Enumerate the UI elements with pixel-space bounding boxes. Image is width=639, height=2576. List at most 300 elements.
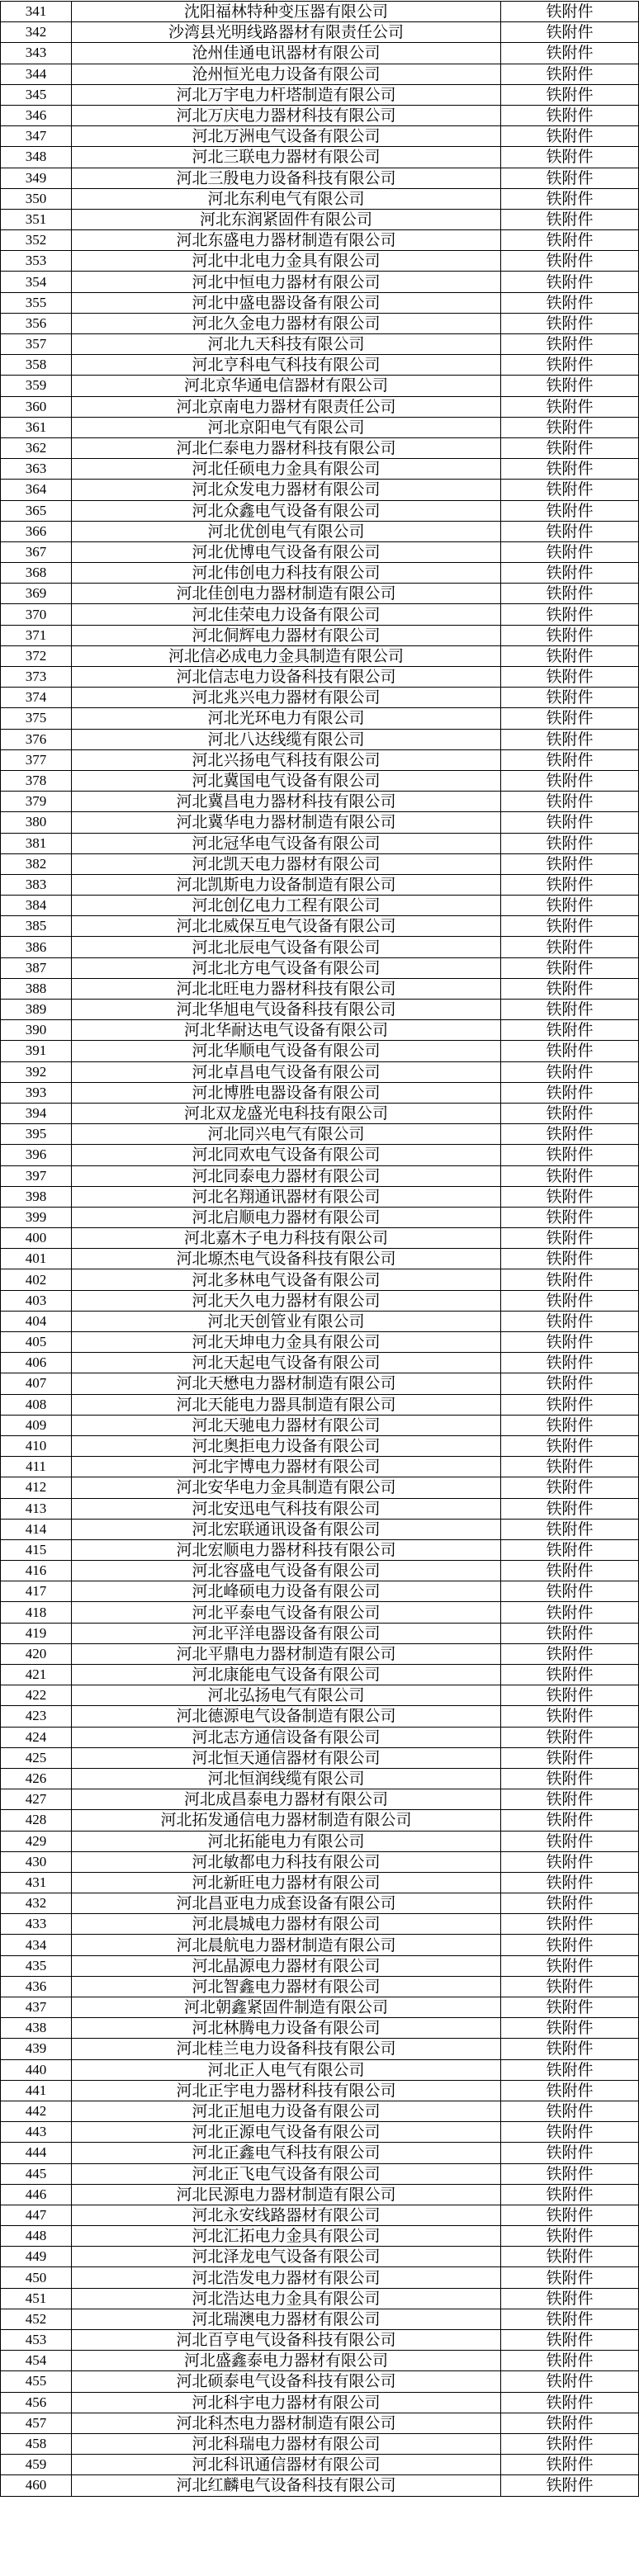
table-row [1,396,639,417]
row-number-cell: 453 [1,2330,72,2351]
category-cell: 铁附件 [501,2475,639,2496]
company-name-cell: 河北天驰电力器材有限公司 [72,1415,501,1435]
category-cell: 铁附件 [501,147,639,168]
table-row [1,334,639,355]
company-name-cell: 河北宏顺电力器材科技有限公司 [72,1539,501,1560]
company-name-cell: 河北硕泰电气设备科技有限公司 [72,2371,501,2392]
row-number-cell: 427 [1,1789,72,1810]
row-number-cell: 411 [1,1457,72,1477]
row-number-cell: 347 [1,126,72,147]
category-cell: 铁附件 [501,459,639,480]
company-name-cell: 河北拓发通信电力器材制造有限公司 [72,1810,501,1831]
row-number-cell: 380 [1,812,72,833]
category-cell: 铁附件 [501,437,639,458]
category-cell: 铁附件 [501,396,639,417]
row-number-cell: 454 [1,2351,72,2371]
company-name-cell: 河北仁泰电力器材科技有限公司 [72,437,501,458]
company-name-cell: 河北北方电气设备有限公司 [72,957,501,978]
table-row [1,584,639,604]
table-row [1,667,639,688]
company-name-cell: 河北正飞电气设备有限公司 [72,2163,501,2184]
category-cell: 铁附件 [501,43,639,64]
table-row [1,1539,639,1560]
row-number-cell: 390 [1,1020,72,1041]
category-cell: 铁附件 [501,688,639,708]
category-cell: 铁附件 [501,937,639,957]
category-cell: 铁附件 [501,625,639,645]
table-row [1,188,639,209]
row-number-cell: 357 [1,334,72,355]
category-cell: 铁附件 [501,645,639,666]
table-row [1,1581,639,1602]
company-name-cell: 河北万洲电气设备有限公司 [72,126,501,147]
category-cell: 铁附件 [501,749,639,770]
row-number-cell: 425 [1,1747,72,1768]
table-row [1,1228,639,1249]
table-row [1,1249,639,1269]
row-number-cell: 447 [1,2205,72,2225]
row-number-cell: 350 [1,188,72,209]
category-cell: 铁附件 [501,251,639,272]
category-cell: 铁附件 [501,1810,639,1831]
row-number-cell: 415 [1,1539,72,1560]
row-number-cell: 459 [1,2455,72,2475]
row-number-cell: 385 [1,916,72,937]
company-name-cell: 河北京阳电气有限公司 [72,417,501,437]
table-row [1,126,639,147]
category-cell: 铁附件 [501,2371,639,2392]
category-cell: 铁附件 [501,2018,639,2039]
category-cell: 铁附件 [501,2288,639,2309]
row-number-cell: 450 [1,2267,72,2288]
company-name-cell: 河北科宇电力器材有限公司 [72,2392,501,2413]
company-name-cell: 河北创亿电力工程有限公司 [72,896,501,916]
row-number-cell: 428 [1,1810,72,1831]
table-row [1,896,639,916]
row-number-cell: 421 [1,1665,72,1685]
company-name-cell: 河北东盛电力器材制造有限公司 [72,230,501,251]
category-cell: 铁附件 [501,1041,639,1061]
company-name-cell: 河北冀国电气设备有限公司 [72,770,501,791]
company-name-cell: 河北多林电气设备有限公司 [72,1269,501,1290]
company-name-cell: 河北久金电力器材有限公司 [72,313,501,333]
row-number-cell: 413 [1,1498,72,1519]
table-row [1,1976,639,1997]
category-cell: 铁附件 [501,1935,639,1955]
table-row [1,1831,639,1851]
category-cell: 铁附件 [501,1373,639,1394]
row-number-cell: 433 [1,1914,72,1935]
company-name-cell: 河北优创电气有限公司 [72,521,501,541]
row-number-cell: 361 [1,417,72,437]
table-row [1,1810,639,1831]
company-name-cell: 河北同泰电力器材有限公司 [72,1165,501,1186]
company-name-cell: 河北天久电力器材有限公司 [72,1290,501,1311]
table-row [1,1519,639,1539]
company-name-cell: 河北德源电气设备制造有限公司 [72,1706,501,1727]
category-cell: 铁附件 [501,1914,639,1935]
category-cell: 铁附件 [501,292,639,313]
table-row [1,937,639,957]
company-name-cell: 河北恒天通信器材有限公司 [72,1747,501,1768]
table-row [1,209,639,229]
row-number-cell: 404 [1,1311,72,1331]
category-cell: 铁附件 [501,1415,639,1435]
row-number-cell: 434 [1,1935,72,1955]
row-number-cell: 343 [1,43,72,64]
table-row [1,2143,639,2163]
row-number-cell: 378 [1,770,72,791]
table-row [1,1041,639,1061]
category-cell: 铁附件 [501,2205,639,2225]
row-number-cell: 401 [1,1249,72,1269]
row-number-cell: 420 [1,1643,72,1664]
supplier-table [0,1,639,2497]
category-cell: 铁附件 [501,874,639,895]
table-row [1,417,639,437]
company-name-cell: 河北汇拓电力金具有限公司 [72,2226,501,2247]
category-cell: 铁附件 [501,1539,639,1560]
company-name-cell: 河北正宇电力器材科技有限公司 [72,2080,501,2101]
category-cell: 铁附件 [501,355,639,376]
table-row [1,541,639,562]
company-name-cell: 河北信志电力设备科技有限公司 [72,667,501,688]
category-cell: 铁附件 [501,230,639,251]
row-number-cell: 442 [1,2101,72,2121]
category-cell: 铁附件 [501,1665,639,1685]
row-number-cell: 429 [1,1831,72,1851]
category-cell: 铁附件 [501,521,639,541]
row-number-cell: 382 [1,853,72,874]
company-name-cell: 河北佳荣电力设备有限公司 [72,604,501,625]
table-row [1,708,639,729]
row-number-cell: 355 [1,292,72,313]
company-name-cell: 河北中盛电器设备有限公司 [72,292,501,313]
row-number-cell: 457 [1,2413,72,2433]
table-row [1,1561,639,1581]
table-row [1,2247,639,2267]
row-number-cell: 446 [1,2184,72,2205]
table-row [1,1643,639,1664]
company-name-cell: 河北浩发电力器材有限公司 [72,2267,501,2288]
table-row [1,1498,639,1519]
company-name-cell: 沧州恒光电力设备有限公司 [72,64,501,84]
table-row [1,22,639,43]
company-name-cell: 河北桂兰电力设备科技有限公司 [72,2039,501,2059]
table-row [1,688,639,708]
category-cell: 铁附件 [501,417,639,437]
table-row [1,1145,639,1165]
row-number-cell: 410 [1,1435,72,1456]
company-name-cell: 河北晨航电力器材制造有限公司 [72,1935,501,1955]
company-name-cell: 河北九天科技有限公司 [72,334,501,355]
table-row [1,1851,639,1872]
row-number-cell: 424 [1,1727,72,1747]
company-name-cell: 河北奥拒电力设备有限公司 [72,1435,501,1456]
table-row [1,2475,639,2496]
table-row [1,625,639,645]
company-name-cell: 河北中恒电力器材有限公司 [72,272,501,292]
table-row [1,645,639,666]
company-name-cell: 河北盛鑫泰电力器材有限公司 [72,2351,501,2371]
table-row [1,1955,639,1976]
row-number-cell: 407 [1,1373,72,1394]
category-cell: 铁附件 [501,853,639,874]
row-number-cell: 419 [1,1623,72,1643]
row-number-cell: 455 [1,2371,72,2392]
company-name-cell: 河北平洋电器设备有限公司 [72,1623,501,1643]
supplier-table-body [1,2,639,2497]
category-cell: 铁附件 [501,2413,639,2433]
row-number-cell: 376 [1,729,72,749]
company-name-cell: 河北兆兴电力器材有限公司 [72,688,501,708]
row-number-cell: 405 [1,1332,72,1353]
row-number-cell: 384 [1,896,72,916]
category-cell: 铁附件 [501,1872,639,1893]
company-name-cell: 河北拓能电力有限公司 [72,1831,501,1851]
company-name-cell: 河北北旺电力器材科技有限公司 [72,978,501,999]
category-cell: 铁附件 [501,770,639,791]
category-cell: 铁附件 [501,1124,639,1145]
category-cell: 铁附件 [501,584,639,604]
row-number-cell: 423 [1,1706,72,1727]
category-cell: 铁附件 [501,188,639,209]
table-row [1,1685,639,1706]
row-number-cell: 383 [1,874,72,895]
company-name-cell: 沙湾县光明线路器材有限责任公司 [72,22,501,43]
row-number-cell: 399 [1,1207,72,1227]
company-name-cell: 河北恒润线缆有限公司 [72,1768,501,1789]
table-row [1,459,639,480]
row-number-cell: 356 [1,313,72,333]
category-cell: 铁附件 [501,1311,639,1331]
category-cell: 铁附件 [501,1061,639,1082]
company-name-cell: 河北永安线路器材有限公司 [72,2205,501,2225]
category-cell: 铁附件 [501,1103,639,1123]
category-cell: 铁附件 [501,22,639,43]
category-cell: 铁附件 [501,1997,639,2018]
row-number-cell: 458 [1,2433,72,2454]
category-cell: 铁附件 [501,84,639,105]
category-cell: 铁附件 [501,376,639,396]
company-name-cell: 河北昌亚电力成套设备有限公司 [72,1893,501,1914]
category-cell: 铁附件 [501,1145,639,1165]
category-cell: 铁附件 [501,2163,639,2184]
category-cell: 铁附件 [501,1020,639,1041]
table-row [1,833,639,853]
row-number-cell: 365 [1,500,72,521]
category-cell: 铁附件 [501,2122,639,2143]
table-row [1,2392,639,2413]
table-row [1,874,639,895]
company-name-cell: 河北天起电气设备有限公司 [72,1353,501,1373]
category-cell: 铁附件 [501,2351,639,2371]
company-name-cell: 河北凯斯电力设备制造有限公司 [72,874,501,895]
category-cell: 铁附件 [501,334,639,355]
table-row [1,147,639,168]
company-name-cell: 河北启顺电力器材有限公司 [72,1207,501,1227]
company-name-cell: 河北东润紧固件有限公司 [72,209,501,229]
row-number-cell: 377 [1,749,72,770]
row-number-cell: 379 [1,792,72,812]
category-cell: 铁附件 [501,2143,639,2163]
row-number-cell: 418 [1,1602,72,1623]
row-number-cell: 426 [1,1768,72,1789]
company-name-cell: 河北京南电力器材有限责任公司 [72,396,501,417]
row-number-cell: 386 [1,937,72,957]
table-row [1,1082,639,1103]
table-row [1,1768,639,1789]
table-row [1,2226,639,2247]
table-row [1,1623,639,1643]
category-cell: 铁附件 [501,1747,639,1768]
table-row [1,1020,639,1041]
company-name-cell: 河北朝鑫紧固件制造有限公司 [72,1997,501,2018]
table-row [1,1935,639,1955]
category-cell: 铁附件 [501,1249,639,1269]
company-name-cell: 沈阳福林特种变压器有限公司 [72,2,501,22]
table-row [1,770,639,791]
category-cell: 铁附件 [501,1394,639,1415]
category-cell: 铁附件 [501,2309,639,2329]
table-row [1,105,639,125]
table-row [1,1124,639,1145]
company-name-cell: 河北晶源电力器材有限公司 [72,1955,501,1976]
table-row [1,1872,639,1893]
company-name-cell: 河北京华通电信器材有限公司 [72,376,501,396]
company-name-cell: 河北安华电力金具制造有限公司 [72,1477,501,1498]
row-number-cell: 375 [1,708,72,729]
category-cell: 铁附件 [501,1435,639,1456]
category-cell: 铁附件 [501,541,639,562]
row-number-cell: 362 [1,437,72,458]
category-cell: 铁附件 [501,792,639,812]
company-name-cell: 河北兴扬电气科技有限公司 [72,749,501,770]
row-number-cell: 416 [1,1561,72,1581]
table-row [1,500,639,521]
table-row [1,2371,639,2392]
category-cell: 铁附件 [501,1955,639,1976]
table-row [1,563,639,584]
category-cell: 铁附件 [501,2039,639,2059]
row-number-cell: 431 [1,1872,72,1893]
row-number-cell: 363 [1,459,72,480]
table-row [1,437,639,458]
category-cell: 铁附件 [501,1498,639,1519]
row-number-cell: 360 [1,396,72,417]
row-number-cell: 366 [1,521,72,541]
company-name-cell: 河北嘉木子电力科技有限公司 [72,1228,501,1249]
company-name-cell: 河北三联电力器材有限公司 [72,147,501,168]
company-name-cell: 河北百亨电气设备科技有限公司 [72,2330,501,2351]
row-number-cell: 352 [1,230,72,251]
table-row [1,1000,639,1020]
table-row [1,2288,639,2309]
category-cell: 铁附件 [501,2330,639,2351]
row-number-cell: 403 [1,1290,72,1311]
company-name-cell: 河北任硕电力金具有限公司 [72,459,501,480]
row-number-cell: 388 [1,978,72,999]
company-name-cell: 河北天能电力器具制造有限公司 [72,1394,501,1415]
company-name-cell: 河北敏都电力科技有限公司 [72,1851,501,1872]
category-cell: 铁附件 [501,480,639,500]
company-name-cell: 河北成昌泰电力器材有限公司 [72,1789,501,1810]
row-number-cell: 402 [1,1269,72,1290]
table-row [1,2309,639,2329]
company-name-cell: 河北泽龙电气设备有限公司 [72,2247,501,2267]
company-name-cell: 河北弘扬电气有限公司 [72,1685,501,1706]
row-number-cell: 389 [1,1000,72,1020]
company-name-cell: 河北红麟电气设备科技有限公司 [72,2475,501,2496]
category-cell: 铁附件 [501,2392,639,2413]
row-number-cell: 344 [1,64,72,84]
category-cell: 铁附件 [501,1000,639,1020]
table-row [1,978,639,999]
company-name-cell: 河北瑞澳电力器材有限公司 [72,2309,501,2329]
category-cell: 铁附件 [501,2455,639,2475]
table-row [1,2455,639,2475]
row-number-cell: 349 [1,168,72,188]
company-name-cell: 河北佳创电力器材制造有限公司 [72,584,501,604]
company-name-cell: 河北浩达电力金具有限公司 [72,2288,501,2309]
row-number-cell: 394 [1,1103,72,1123]
company-name-cell: 河北卓昌电气设备有限公司 [72,1061,501,1082]
company-name-cell: 河北正鑫电气科技有限公司 [72,2143,501,2163]
table-row [1,2039,639,2059]
row-number-cell: 370 [1,604,72,625]
row-number-cell: 435 [1,1955,72,1976]
row-number-cell: 374 [1,688,72,708]
category-cell: 铁附件 [501,812,639,833]
row-number-cell: 369 [1,584,72,604]
table-row [1,2433,639,2454]
category-cell: 铁附件 [501,1685,639,1706]
table-row [1,2267,639,2288]
company-name-cell: 河北华顺电气设备有限公司 [72,1041,501,1061]
category-cell: 铁附件 [501,64,639,84]
category-cell: 铁附件 [501,209,639,229]
company-name-cell: 河北侗辉电力器材有限公司 [72,625,501,645]
company-name-cell: 河北民源电力器材制造有限公司 [72,2184,501,2205]
table-row [1,292,639,313]
company-name-cell: 河北同欢电气设备有限公司 [72,1145,501,1165]
category-cell: 铁附件 [501,1082,639,1103]
category-cell: 铁附件 [501,957,639,978]
table-row [1,2330,639,2351]
table-row [1,1477,639,1498]
table-row [1,313,639,333]
company-name-cell: 河北林腾电力设备有限公司 [72,2018,501,2039]
row-number-cell: 371 [1,625,72,645]
row-number-cell: 448 [1,2226,72,2247]
row-number-cell: 439 [1,2039,72,2059]
row-number-cell: 440 [1,2059,72,2080]
table-row [1,64,639,84]
category-cell: 铁附件 [501,1353,639,1373]
company-name-cell: 河北华耐达电气设备有限公司 [72,1020,501,1041]
category-cell: 铁附件 [501,833,639,853]
category-cell: 铁附件 [501,1207,639,1227]
company-name-cell: 河北众鑫电气设备有限公司 [72,500,501,521]
row-number-cell: 342 [1,22,72,43]
row-number-cell: 397 [1,1165,72,1186]
company-name-cell: 河北科杰电力器材制造有限公司 [72,2413,501,2433]
row-number-cell: 391 [1,1041,72,1061]
row-number-cell: 387 [1,957,72,978]
company-name-cell: 河北双龙盛光电科技有限公司 [72,1103,501,1123]
row-number-cell: 412 [1,1477,72,1498]
company-name-cell: 河北博胜电器设备有限公司 [72,1082,501,1103]
